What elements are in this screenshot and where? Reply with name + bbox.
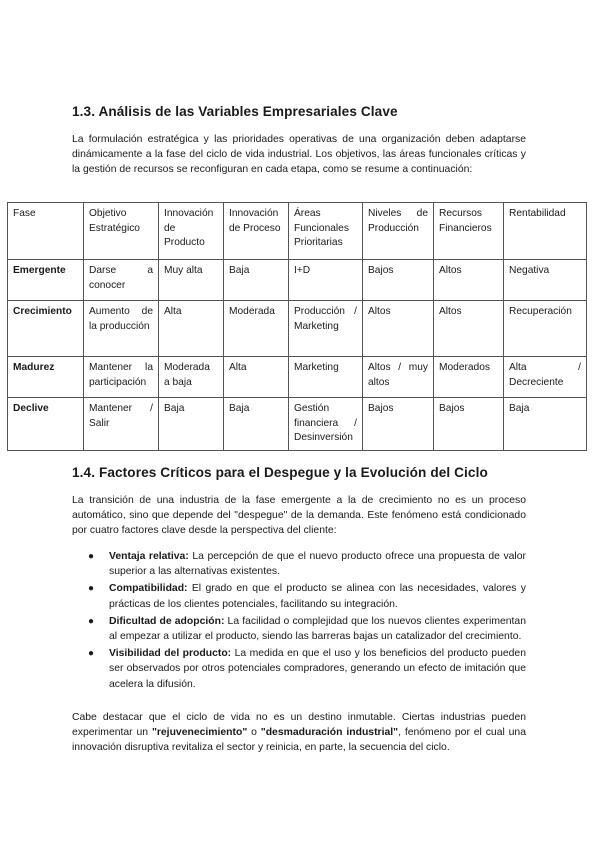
table-cell: Altos / muy altos [363,357,434,398]
table-cell: Marketing [289,357,363,398]
table-cell-phase: Madurez [8,357,84,398]
factor-term: Dificultad de adopción: [109,615,225,627]
table-header-cell: Innovación de Producto [159,203,224,260]
list-item [88,646,526,692]
table-row [8,301,587,357]
factor-description: La facilidad o complejidad que los nuevos clientes experimentan al empezar a utilizar el producto, siendo las barreras bajas un catalizador del crecimiento. [109,615,526,643]
table-cell-phase: Declive [8,398,84,451]
table-cell: Gestión financiera / Desinversión [289,398,363,451]
bullet-icon: ● [88,583,95,595]
section-heading-critical-factors: 1.4. Factores Críticos para el Despegue y la Evolución del Ciclo [72,465,488,480]
table-cell: Mantener la participación [84,357,159,398]
table-header-cell: Fase [8,203,84,260]
table-cell: Aumento de la producción [84,301,159,357]
closing-text: , fenómeno por el cual una innovación disruptiva revitaliza el sector y reinicia, en parte, la secuencia del ciclo. [72,727,526,754]
table-header-cell: Recursos Financieros [434,203,504,260]
closing-paragraph [72,710,526,756]
table-cell: Altos [434,260,504,301]
critical-factors-list [88,549,526,694]
table-cell: Alta [224,357,289,398]
factor-description: La medida en que el uso y los beneficios del producto pueden ser observados por otros potenciales compradores, generando un efecto de imitación que acelera la difusión. [109,648,526,690]
table-cell-phase: Crecimiento [8,301,84,357]
factor-description: El grado en que el producto se alinea con las necesidades, valores y prácticas de los clientes potenciales, facilitando su integración. [109,583,526,610]
table-cell: Negativa [504,260,587,301]
table-row [8,398,587,451]
table-cell: Baja [224,398,289,451]
table-cell: Baja [504,398,587,451]
table-cell: Moderada [224,301,289,357]
table-cell: I+D [289,260,363,301]
table-cell: Moderada a baja [159,357,224,398]
table-header-cell: Objetivo Estratégico [84,203,159,260]
table-row [8,260,587,301]
table-cell: Recuperación [504,301,587,357]
bullet-icon: ● [88,551,95,562]
closing-emphasis: "rejuvenecimiento" [151,727,248,739]
table-cell: Alta / Decreciente [504,357,587,398]
table-cell: Darse a conocer [84,260,159,301]
table-cell: Moderados [434,357,504,398]
table-cell: Bajos [434,398,504,451]
section-intro-critical-factors: La transición de una industria de la fase emergente a la de crecimiento no es un proceso automático, sino que depende del "despegue" de la demanda. Este fenómeno está condicionado por cuatro factores clave desde la perspectiva del cliente: [72,495,526,537]
table-cell: Muy alta [159,260,224,301]
table-header-cell: Niveles de Producción [363,203,434,260]
table-header-cell: Rentabilidad [504,203,587,260]
bullet-icon: ● [88,615,95,627]
bullet-icon: ● [88,648,95,660]
table-cell: Alta [159,301,224,357]
table-row [8,357,587,398]
lifecycle-variables-table [7,202,587,451]
factor-term: Compatibilidad: [109,583,188,595]
table-cell: Bajos [363,398,434,451]
factor-description: La percepción de que el nuevo producto ofrece una propuesta de valor superior a las alternativas existentes. [109,551,526,578]
table-cell: Baja [159,398,224,451]
section-heading-variables: 1.3. Análisis de las Variables Empresariales Clave [72,104,398,119]
closing-text: o [247,727,261,739]
table-cell: Altos [434,301,504,357]
table-cell: Bajos [363,260,434,301]
table-cell: Producción / Marketing [289,301,363,357]
closing-text: Cabe destacar que el ciclo de vida no es un destino inmutable. Ciertas industrias pueden experimentar un [72,712,526,739]
list-item [88,549,526,579]
table-header-cell: Innovación de Proceso [224,203,289,260]
table-header-row [8,203,587,260]
list-item [88,614,526,644]
section-intro-variables: La formulación estratégica y las prioridades operativas de una organización deben adaptarse dinámicamente a la fase del ciclo de vida industrial. Los objetivos, las áreas funcionales críticas y la gestión de recursos se reconfiguran en cada etapa, como se resume a continuación: [72,134,526,176]
table-cell: Baja [224,260,289,301]
list-item [88,581,526,611]
closing-emphasis: "desmaduración industrial" [260,727,399,739]
factor-term: Ventaja relativa: [109,551,189,562]
table-header-cell: Áreas Funcionales Prioritarias [289,203,363,260]
table-cell: Altos [363,301,434,357]
factor-term: Visibilidad del producto: [109,648,232,660]
table-cell: Mantener / Salir [84,398,159,451]
table-cell-phase: Emergente [8,260,84,301]
